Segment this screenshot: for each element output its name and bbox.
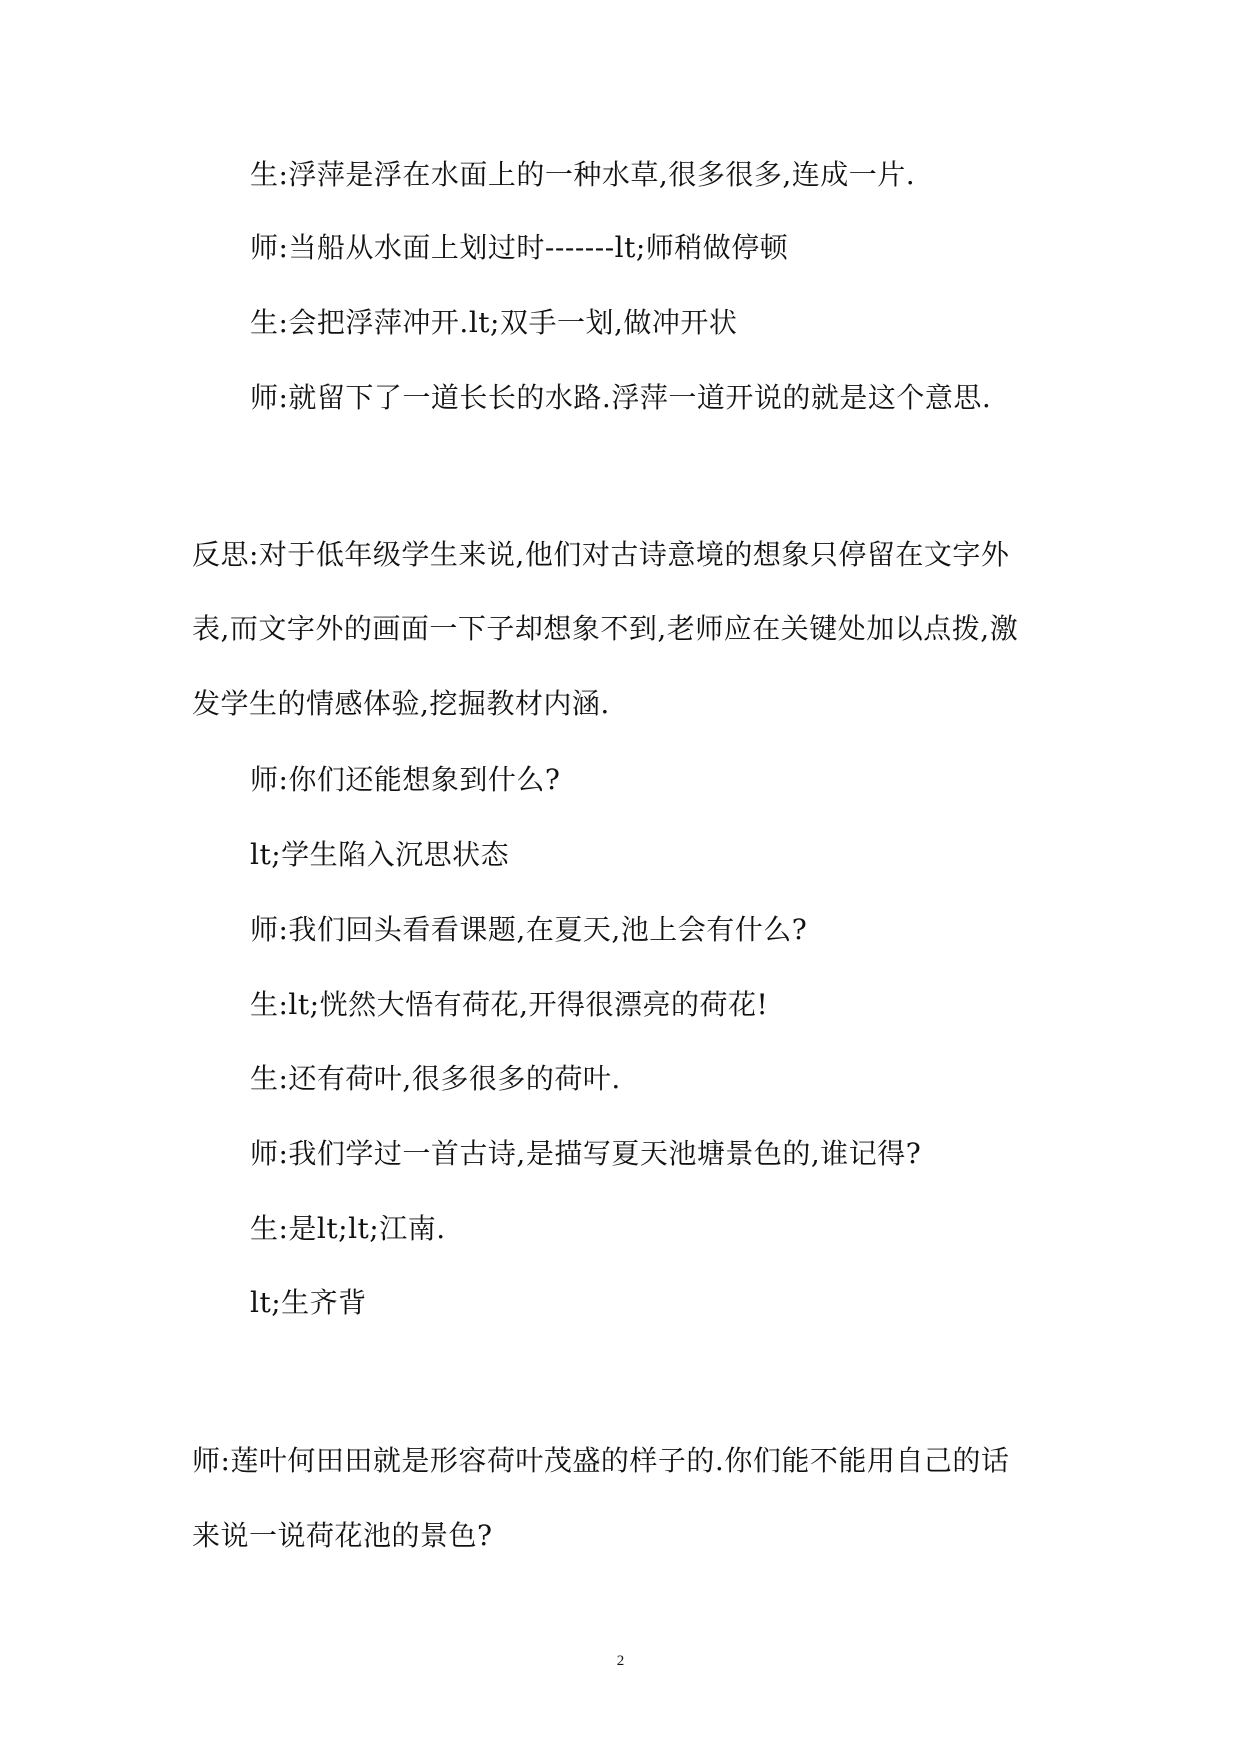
dialogue-line: 生:浮萍是浮在水面上的一种水草,很多很多,连成一片. (250, 158, 916, 191)
dialogue-line: 生:是lt;lt;江南. (250, 1212, 446, 1245)
dialogue-line: 生:还有荷叶,很多很多的荷叶. (250, 1062, 621, 1095)
page-number: 2 (616, 1653, 625, 1669)
dialogue-line: 师:我们回头看看课题,在夏天,池上会有什么? (250, 913, 808, 946)
paragraph-line: 来说一说荷花池的景色? (192, 1519, 493, 1552)
dialogue-line: 师:我们学过一首古诗,是描写夏天池塘景色的,谁记得? (250, 1137, 922, 1170)
dialogue-line: 生:会把浮萍冲开.lt;双手一划,做冲开状 (250, 306, 738, 339)
dialogue-line: 师:你们还能想象到什么? (250, 763, 561, 796)
paragraph-line: 师:莲叶何田田就是形容荷叶茂盛的样子的.你们能不能用自己的话 (192, 1444, 1010, 1477)
reflection-line: 表,而文字外的画面一下子却想象不到,老师应在关键处加以点拨,激 (192, 612, 1019, 645)
reflection-line: 发学生的情感体验,挖掘教材内涵. (192, 687, 610, 720)
dialogue-line: 生:lt;恍然大悟有荷花,开得很漂亮的荷花! (250, 988, 769, 1021)
dialogue-line: lt;学生陷入沉思状态 (250, 838, 510, 871)
dialogue-line: 师:当船从水面上划过时-------lt;师稍做停顿 (250, 231, 789, 264)
dialogue-line: lt;生齐背 (250, 1286, 367, 1319)
dialogue-line: 师:就留下了一道长长的水路.浮萍一道开说的就是这个意思. (250, 381, 992, 414)
reflection-line: 反思:对于低年级学生来说,他们对古诗意境的想象只停留在文字外 (192, 538, 1010, 571)
